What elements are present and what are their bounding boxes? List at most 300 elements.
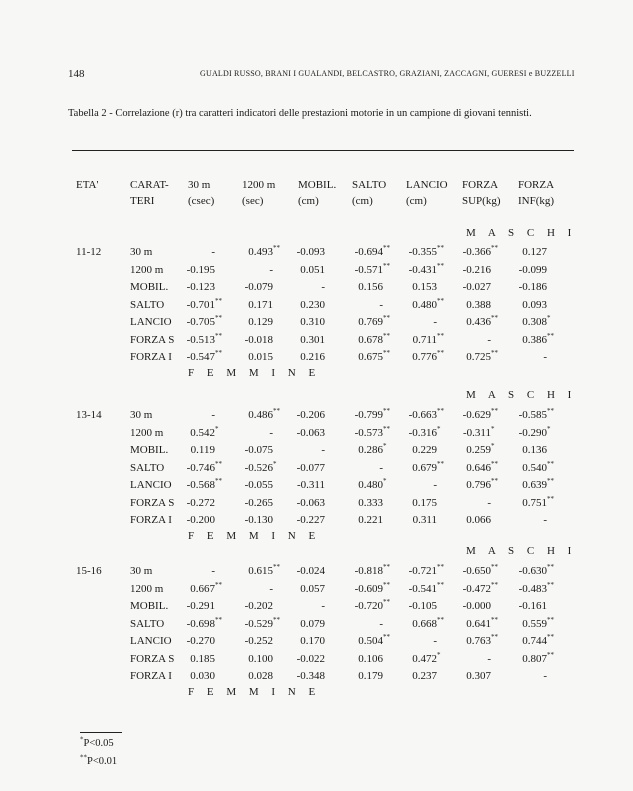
cell-value: -0.206 [296, 409, 325, 421]
table-cell [211, 409, 224, 421]
table-cell [300, 299, 334, 311]
column-header: (cm) [406, 195, 427, 207]
cell-value: - [269, 582, 273, 595]
cell-value: 0.028 [248, 670, 273, 682]
cell-value: -0.311 [296, 479, 325, 491]
cell-value: 0.493 [248, 246, 273, 258]
table-cell: -0.529** [244, 615, 280, 630]
cell-value: -0.547 [186, 351, 215, 363]
cell-value: -0.529 [244, 617, 273, 630]
table-cell: -0.541** [408, 580, 444, 595]
cell-value: - [321, 600, 325, 612]
table-cell [412, 281, 446, 293]
table-cell: 0.472* [412, 650, 441, 665]
table-cell [543, 670, 556, 682]
cell-value: 0.066 [466, 514, 491, 526]
cell-value: -0.055 [244, 479, 273, 491]
cell-value: -0.568 [186, 479, 215, 491]
row-label: LANCIO [130, 316, 172, 328]
table-cell [187, 264, 224, 276]
cell-value: -0.571 [354, 263, 383, 276]
table-cell: -0.609** [354, 580, 390, 595]
cell-value: -0.366 [462, 246, 491, 258]
cell-value: -0.541 [408, 582, 437, 595]
cell-value: -0.701 [186, 298, 215, 311]
table-cell [300, 618, 334, 630]
cell-value: 0.679 [412, 461, 437, 474]
table-cell: -0.705** [186, 314, 222, 328]
cell-value: -0.472 [462, 582, 491, 595]
cell-value: -0.093 [296, 246, 325, 258]
table-cell: 0.646** [466, 459, 498, 474]
gender-label-male: M A S C H I [466, 389, 577, 401]
row-label: MOBIL. [130, 281, 169, 293]
table-cell: -0.720** [354, 598, 390, 612]
row-label: FORZA S [130, 333, 175, 346]
table-cell [463, 264, 500, 276]
column-header: SUP(kg) [462, 195, 501, 207]
table-cell [321, 281, 334, 293]
cell-value: 0.311 [412, 514, 437, 526]
table-cell [297, 670, 334, 682]
cell-value: -0.272 [186, 496, 215, 509]
cell-value: 0.170 [300, 635, 325, 647]
table-cell [412, 497, 446, 509]
cell-value: - [543, 514, 547, 526]
table-cell [269, 583, 282, 595]
table-cell: -0.629** [462, 407, 498, 421]
table-cell [466, 670, 500, 682]
table-cell [466, 299, 500, 311]
cell-value: -0.186 [518, 281, 547, 293]
table-cell [358, 670, 392, 682]
cell-value: - [211, 246, 215, 258]
table-cell [187, 514, 224, 526]
cell-value: 0.542 [190, 426, 215, 439]
cell-value: -0.316 [408, 426, 437, 439]
table-cell: -0.290* [518, 424, 551, 439]
column-header: MOBIL. [298, 179, 337, 191]
row-label: SALTO [130, 461, 165, 474]
cell-value: - [379, 461, 383, 474]
table-cell: -0.650** [462, 563, 498, 577]
table-cell [211, 565, 224, 577]
table-cell [463, 600, 500, 612]
footnote [80, 753, 118, 767]
row-label: LANCIO [130, 635, 172, 647]
table-cell [248, 653, 282, 665]
table-cell [269, 264, 282, 276]
cell-value: 0.015 [248, 351, 273, 363]
cell-value: -0.105 [408, 600, 437, 612]
cell-value: - [433, 479, 437, 491]
cell-value: - [487, 496, 491, 509]
cell-value: 0.100 [248, 652, 273, 665]
cell-value: 0.675 [358, 351, 383, 363]
table-cell: -0.663** [408, 407, 444, 421]
table-cell [321, 600, 334, 612]
table-cell [245, 479, 282, 491]
cell-value: 0.480 [358, 479, 383, 491]
column-header: (cm) [298, 195, 319, 207]
table-cell [248, 351, 282, 363]
cell-value: - [269, 426, 273, 439]
table-cell: -0.694** [354, 244, 390, 258]
table-cell: 0.436** [466, 314, 498, 328]
table-cell [321, 444, 334, 456]
cell-value: -0.195 [186, 263, 215, 276]
cell-value: 0.763 [466, 635, 491, 647]
cell-value: 0.229 [412, 444, 437, 456]
cell-value: -0.355 [408, 246, 437, 258]
table-cell: 0.725** [466, 349, 498, 363]
cell-value: -0.270 [186, 635, 215, 647]
table-cell [466, 514, 500, 526]
table-cell: 0.504** [358, 633, 390, 647]
cell-value: -0.000 [462, 600, 491, 612]
cell-value: 0.093 [522, 298, 547, 311]
age-group: 15-16 [76, 565, 102, 577]
table-cell: -0.483** [518, 580, 554, 595]
row-label: FORZA I [130, 670, 172, 682]
table-cell [297, 565, 334, 577]
age-group: 11-12 [76, 246, 102, 258]
cell-value: -0.291 [186, 600, 215, 612]
cell-value: 0.540 [522, 461, 547, 474]
table-cell [245, 497, 282, 509]
table-cell [358, 281, 392, 293]
table-cell: 0.807** [522, 650, 554, 665]
cell-value: 0.129 [248, 316, 273, 328]
table-cell [190, 653, 224, 665]
table-cell [522, 444, 556, 456]
cell-value: 0.030 [190, 670, 215, 682]
row-label: 1200 m [130, 263, 164, 276]
cell-value: 0.711 [412, 333, 437, 346]
table-cell: -0.698** [186, 615, 222, 630]
table-cell: 0.769** [358, 314, 390, 328]
table-cell [358, 653, 392, 665]
cell-value: 0.386 [522, 333, 547, 346]
page-number: 148 [68, 68, 85, 80]
table-cell [463, 281, 500, 293]
cell-value: 0.480 [412, 298, 437, 311]
table-cell [519, 281, 556, 293]
table-cell [297, 653, 334, 665]
table-cell: 0.486** [248, 407, 280, 421]
cell-value: - [321, 444, 325, 456]
cell-value: - [543, 670, 547, 682]
table-cell: -0.355** [408, 244, 444, 258]
cell-value: 0.639 [522, 479, 547, 491]
table-cell [300, 264, 334, 276]
cell-value: 0.259 [466, 444, 491, 456]
column-header: (cm) [352, 195, 373, 207]
footnote-text: P<0.01 [87, 756, 118, 767]
table-cell: 0.386** [522, 331, 554, 346]
cell-value: -0.161 [518, 600, 547, 612]
table-cell: -0.366** [462, 244, 498, 258]
cell-value: -0.063 [296, 426, 325, 439]
table-cell [297, 462, 334, 474]
table-cell: -0.573** [354, 424, 390, 439]
row-label: 30 m [130, 565, 153, 577]
cell-value: -0.200 [186, 514, 215, 526]
table-cell: 0.668** [412, 615, 444, 630]
table-cell: -0.431** [408, 261, 444, 276]
table-cell [358, 497, 392, 509]
footnote-mark: ** [80, 753, 87, 762]
cell-value: -0.252 [244, 635, 273, 647]
footnote-text: P<0.05 [83, 738, 114, 749]
table-cell [297, 479, 334, 491]
row-label: FORZA S [130, 652, 175, 665]
cell-value: 0.678 [358, 333, 383, 346]
table-cell [487, 334, 500, 346]
cell-value: - [487, 333, 491, 346]
cell-value: 0.388 [466, 298, 491, 311]
table-cell: 0.615** [248, 563, 280, 577]
table-cell: 0.776** [412, 349, 444, 363]
cell-value: 0.776 [412, 351, 437, 363]
cell-value: -0.022 [296, 652, 325, 665]
row-label: SALTO [130, 617, 165, 630]
table-cell [190, 670, 224, 682]
table-cell: -0.568** [186, 477, 222, 491]
cell-value: 0.472 [412, 652, 437, 665]
table-cell [297, 497, 334, 509]
cell-value: 0.796 [466, 479, 491, 491]
row-label: 30 m [130, 246, 153, 258]
table-cell: 0.711** [412, 331, 444, 346]
cell-value: 0.156 [358, 281, 383, 293]
row-label: 1200 m [130, 582, 164, 595]
running-head: GUALDI RUSSO, BRANI I GUALANDI, BELCASTRO, GRAZIANI, ZACCAGNI, GUERESI e BUZZELLI [200, 69, 575, 78]
cell-value: 0.504 [358, 635, 383, 647]
table-cell [248, 299, 282, 311]
table-cell: 0.679** [412, 459, 444, 474]
cell-value: 0.436 [466, 316, 491, 328]
cell-value: 0.051 [300, 263, 325, 276]
table-cell [379, 299, 392, 311]
cell-value: 0.751 [522, 496, 547, 509]
cell-value: 0.310 [300, 316, 325, 328]
cell-value: -0.431 [408, 263, 437, 276]
table-cell [245, 514, 282, 526]
table-cell [211, 246, 224, 258]
table-cell: 0.542* [190, 424, 219, 439]
cell-value: -0.024 [296, 565, 325, 577]
table-cell [269, 427, 282, 439]
table-cell [187, 281, 224, 293]
cell-value: 0.175 [412, 496, 437, 509]
table-cell: 0.308* [522, 314, 551, 328]
cell-value: 0.153 [412, 281, 437, 293]
table-cell [297, 427, 334, 439]
cell-value: -0.202 [244, 600, 273, 612]
age-group: 13-14 [76, 409, 102, 421]
cell-value: 0.308 [522, 316, 547, 328]
table-cell [412, 444, 446, 456]
cell-value: -0.290 [518, 426, 547, 439]
cell-value: -0.650 [462, 565, 491, 577]
cell-value: -0.077 [296, 461, 325, 474]
table-cell: -0.630** [518, 563, 554, 577]
cell-value: - [269, 263, 273, 276]
table-cell [245, 600, 282, 612]
cell-value: -0.799 [354, 409, 383, 421]
cell-value: -0.573 [354, 426, 383, 439]
cell-value: 0.641 [466, 617, 491, 630]
table-cell [433, 479, 446, 491]
table-cell [300, 583, 334, 595]
table-cell: 0.540** [522, 459, 554, 474]
cell-value: -0.663 [408, 409, 437, 421]
table-cell: -0.818** [354, 563, 390, 577]
cell-value: - [211, 565, 215, 577]
cell-value: 0.119 [190, 444, 215, 456]
cell-value: 0.301 [300, 333, 325, 346]
cell-value: -0.705 [186, 316, 215, 328]
cell-value: -0.265 [244, 496, 273, 509]
footnote-mark: * [80, 735, 84, 744]
table-cell: -0.721** [408, 563, 444, 577]
cell-value: - [433, 316, 437, 328]
table-cell [297, 514, 334, 526]
cell-value: - [211, 409, 215, 421]
table-cell: -0.701** [186, 296, 222, 311]
cell-value: -0.216 [462, 263, 491, 276]
table-cell [543, 351, 556, 363]
cell-value: - [321, 281, 325, 293]
row-label: MOBIL. [130, 600, 169, 612]
gender-label-female: F E M M I N E [188, 529, 321, 542]
table-cell [245, 281, 282, 293]
cell-value: 0.221 [358, 514, 383, 526]
cell-value: 0.667 [190, 582, 215, 595]
table-cell [519, 600, 556, 612]
table-cell: 0.259* [466, 442, 495, 456]
table-cell [379, 618, 392, 630]
cell-value: -0.123 [186, 281, 215, 293]
table-cell [300, 351, 334, 363]
table-cell [245, 635, 282, 647]
table-cell [297, 409, 334, 421]
cell-value: -0.720 [354, 600, 383, 612]
table-cell [245, 444, 282, 456]
table-cell: -0.746** [186, 459, 222, 474]
table-cell: -0.526* [244, 459, 277, 474]
cell-value: - [433, 635, 437, 647]
cell-value: 0.286 [358, 444, 383, 456]
table-cell: 0.480* [358, 477, 387, 491]
row-label: LANCIO [130, 479, 172, 491]
table-cell: 0.675** [358, 349, 390, 363]
cell-value: 0.307 [466, 670, 491, 682]
table-cell: 0.641** [466, 615, 498, 630]
cell-value: -0.099 [518, 263, 547, 276]
cell-value: 0.769 [358, 316, 383, 328]
cell-value: -0.079 [244, 281, 273, 293]
table-cell [245, 334, 282, 346]
table-cell [519, 264, 556, 276]
table-cell: 0.763** [466, 633, 498, 647]
column-header: FORZA [518, 179, 555, 191]
cell-value: -0.311 [462, 426, 491, 439]
table-cell: 0.678** [358, 331, 390, 346]
cell-value: -0.063 [296, 496, 325, 509]
table-cell [300, 635, 334, 647]
row-label: 30 m [130, 409, 153, 421]
cell-value: 0.106 [358, 652, 383, 665]
cell-value: -0.526 [244, 461, 273, 474]
table-cell [409, 600, 446, 612]
column-header: LANCIO [406, 179, 448, 191]
cell-value: - [487, 652, 491, 665]
cell-value: 0.668 [412, 617, 437, 630]
table-cell [522, 246, 556, 258]
column-header: 1200 m [242, 179, 276, 191]
cell-value: 0.171 [248, 298, 273, 311]
cell-value: -0.130 [244, 514, 273, 526]
table-cell: -0.799** [354, 407, 390, 421]
table-cell: -0.472** [462, 580, 498, 595]
cell-value: -0.585 [518, 409, 547, 421]
cell-value: 0.057 [300, 582, 325, 595]
cell-value: - [379, 298, 383, 311]
table-cell: 0.751** [522, 494, 554, 509]
table-cell: 0.667** [190, 580, 222, 595]
cell-value: - [543, 351, 547, 363]
cell-value: 0.486 [248, 409, 273, 421]
row-label: FORZA I [130, 351, 172, 363]
table-cell [187, 600, 224, 612]
cell-value: -0.483 [518, 582, 547, 595]
table-cell [191, 444, 224, 456]
row-label: FORZA S [130, 496, 175, 509]
cell-value: -0.513 [186, 333, 215, 346]
table-cell: 0.639** [522, 477, 554, 491]
cell-value: -0.698 [186, 617, 215, 630]
table-cell: -0.311* [462, 424, 495, 439]
cell-value: 0.179 [358, 670, 383, 682]
table-cell [379, 462, 392, 474]
cell-value: -0.721 [408, 565, 437, 577]
table-cell [487, 653, 500, 665]
cell-value: 0.127 [522, 246, 547, 258]
cell-value: -0.075 [244, 444, 273, 456]
column-header: TERI [130, 195, 155, 207]
footnote-rule [80, 732, 122, 733]
cell-value: -0.629 [462, 409, 491, 421]
column-header: (sec) [242, 195, 264, 207]
table-cell [433, 316, 446, 328]
column-header: INF(kg) [518, 195, 555, 207]
gender-label-female: F E M M I N E [188, 685, 321, 698]
cell-value: -0.027 [462, 281, 491, 293]
cell-value: 0.615 [248, 565, 273, 577]
footnote [80, 735, 114, 749]
cell-value: -0.609 [354, 582, 383, 595]
table-cell [413, 514, 446, 526]
table-cell [358, 514, 392, 526]
cell-value: 0.185 [190, 652, 215, 665]
table-cell: -0.547** [186, 349, 222, 363]
table-cell [412, 670, 446, 682]
column-header: SALTO [352, 179, 387, 191]
cell-value: 0.216 [300, 351, 325, 363]
column-header: FORZA [462, 179, 499, 191]
